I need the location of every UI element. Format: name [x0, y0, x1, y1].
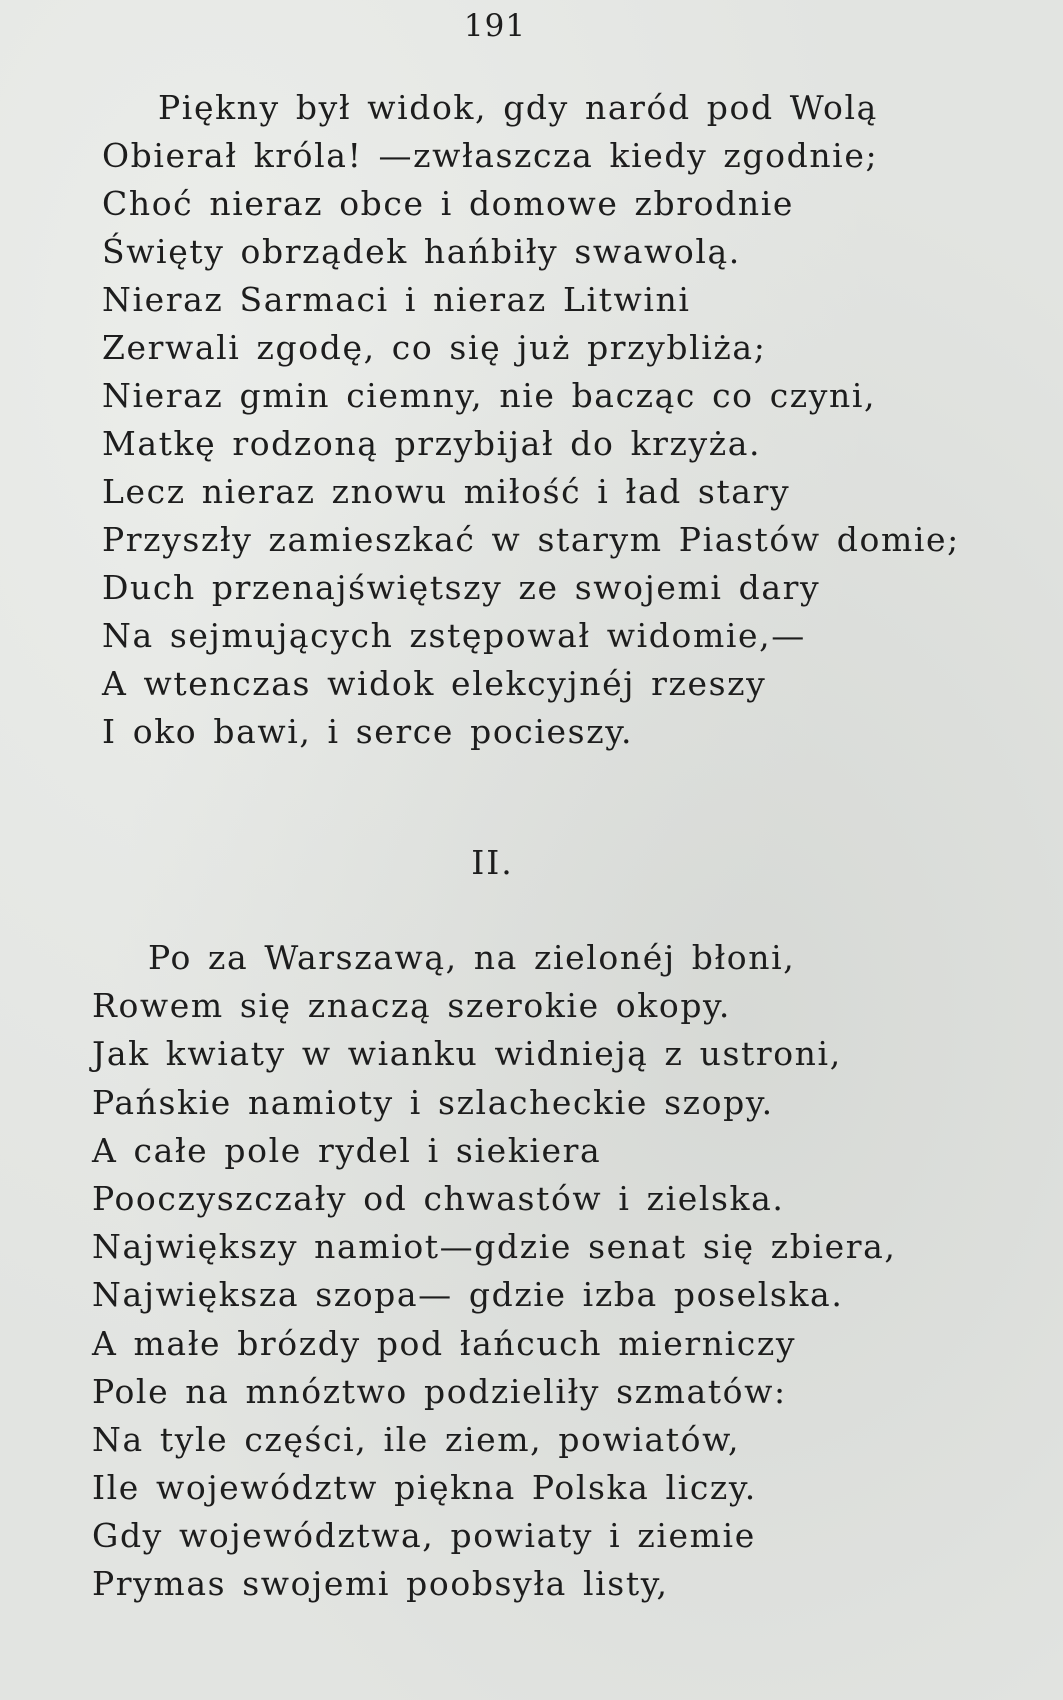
poem-line: Obierał króla! —zwłaszcza kiedy zgodnie;: [102, 136, 879, 175]
poem-stanza-1: [102, 84, 960, 756]
poem-line: Nieraz Sarmaci i nieraz Litwini: [102, 280, 691, 319]
poem-line: Jak kwiaty w wianku widnieją z ustroni,: [92, 1034, 842, 1074]
poem-line: Piękny był widok, gdy naród pod Wolą: [158, 88, 878, 127]
poem-line: Lecz nieraz znowu miłość i ład stary: [102, 472, 791, 511]
poem-line: A wtenczas widok elekcyjnéj rzeszy: [102, 664, 767, 703]
poem-line: Matkę rodzoną przybijał do krzyża.: [102, 424, 762, 463]
poem-line: A całe pole rydel i siekiera: [92, 1130, 602, 1170]
poem-line: I oko bawi, i serce pocieszy.: [102, 712, 634, 751]
poem-line: Pooczyszczały od chwastów i zielska.: [92, 1178, 785, 1218]
poem-line: Duch przenajświętszy ze swojemi dary: [102, 568, 821, 607]
poem-line: Choć nieraz obce i domowe zbrodnie: [102, 184, 794, 223]
poem-line: Na tyle części, ile ziem, powiatów,: [92, 1419, 741, 1459]
section-heading: II.: [471, 843, 514, 882]
poem-line: Największy namiot—gdzie senat się zbiera,: [92, 1227, 897, 1267]
poem-line: Pole na mnóztwo podzieliły szmatów:: [92, 1371, 787, 1411]
poem-line: Po za Warszawą, na zielonéj błoni,: [148, 938, 796, 977]
poem-line: Gdy województwa, powiaty i ziemie: [92, 1516, 756, 1556]
poem-line: Prymas swojemi poobsyła listy,: [92, 1564, 669, 1604]
poem-stanza-2: [92, 934, 896, 1609]
poem-line: Święty obrządek hańbiły swawolą.: [102, 232, 741, 271]
poem-line: Przyszły zamieszkać w starym Piastów domie;: [102, 520, 960, 559]
page-number: 191: [463, 8, 527, 44]
poem-line: Pańskie namioty i szlacheckie szopy.: [92, 1082, 774, 1122]
poem-line: Na sejmujących zstępował widomie,—: [102, 616, 806, 655]
poem-line: Zerwali zgodę, co się już przybliża;: [102, 328, 767, 367]
poem-line: Nieraz gmin ciemny, nie bacząc co czyni,: [102, 376, 877, 415]
poem-line: A małe brózdy pod łańcuch mierniczy: [92, 1323, 797, 1363]
poem-line: Rowem się znaczą szerokie okopy.: [92, 986, 731, 1026]
poem-line: Ile województw piękna Polska liczy.: [92, 1468, 757, 1508]
poem-line: Największa szopa— gdzie izba poselska.: [92, 1275, 844, 1315]
